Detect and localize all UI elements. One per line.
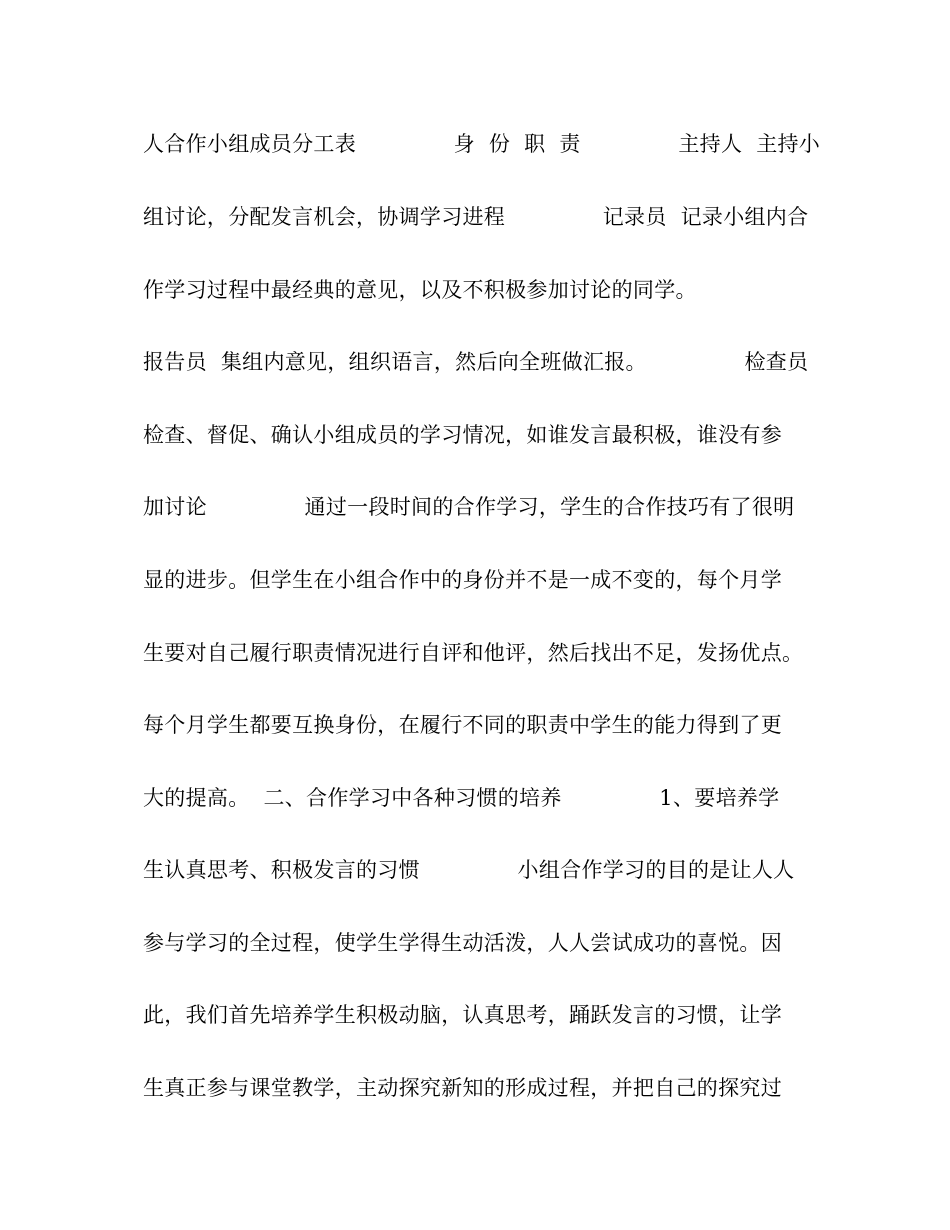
paragraph-line: 显的进步。但学生在小组合作中的身份并不是一成不变的，每个月学 [143, 568, 782, 592]
paragraph-line: 生要对自己履行职责情况进行自评和他评，然后找出不足，发扬优点。 [143, 641, 804, 665]
paragraph-line: 此，我们首先培养学生积极动脑，认真思考，踊跃发言的习惯，让学 [143, 1003, 782, 1027]
paragraph-line: 生认真思考、积极发言的习惯 小组合作学习的目的是让人人 [143, 858, 795, 882]
paragraph-line: 检查、督促、确认小组成员的学习情况，如谁发言最积极，谁没有参 [143, 423, 782, 447]
paragraph-line: 大的提高。 二、合作学习中各种习惯的培养 1、要培养学 [143, 786, 780, 810]
paragraph-line: 组讨论，分配发言机会，协调学习进程 记录员 记录小组内合 [143, 205, 809, 229]
paragraph-line: 报告员 集组内意见，组织语言，然后向全班做汇报。 检查员 [143, 350, 809, 374]
paragraph-line: 加讨论 通过一段时间的合作学习，学生的合作技巧有了很明 [143, 495, 795, 519]
paragraph-line: 作学习过程中最经典的意见，以及不积极参加讨论的同学。 [143, 278, 697, 302]
paragraph-line: 人合作小组成员分工表 身 份 职 责 主持人 主持小 [143, 132, 821, 156]
paragraph-line: 参与学习的全过程，使学生学得生动活泼，人人尝试成功的喜悦。因 [143, 931, 782, 955]
paragraph-line: 每个月学生都要互换身份，在履行不同的职责中学生的能力得到了更 [143, 713, 782, 737]
paragraph-line: 生真正参与课堂教学，主动探究新知的形成过程，并把自己的探究过 [143, 1076, 782, 1100]
